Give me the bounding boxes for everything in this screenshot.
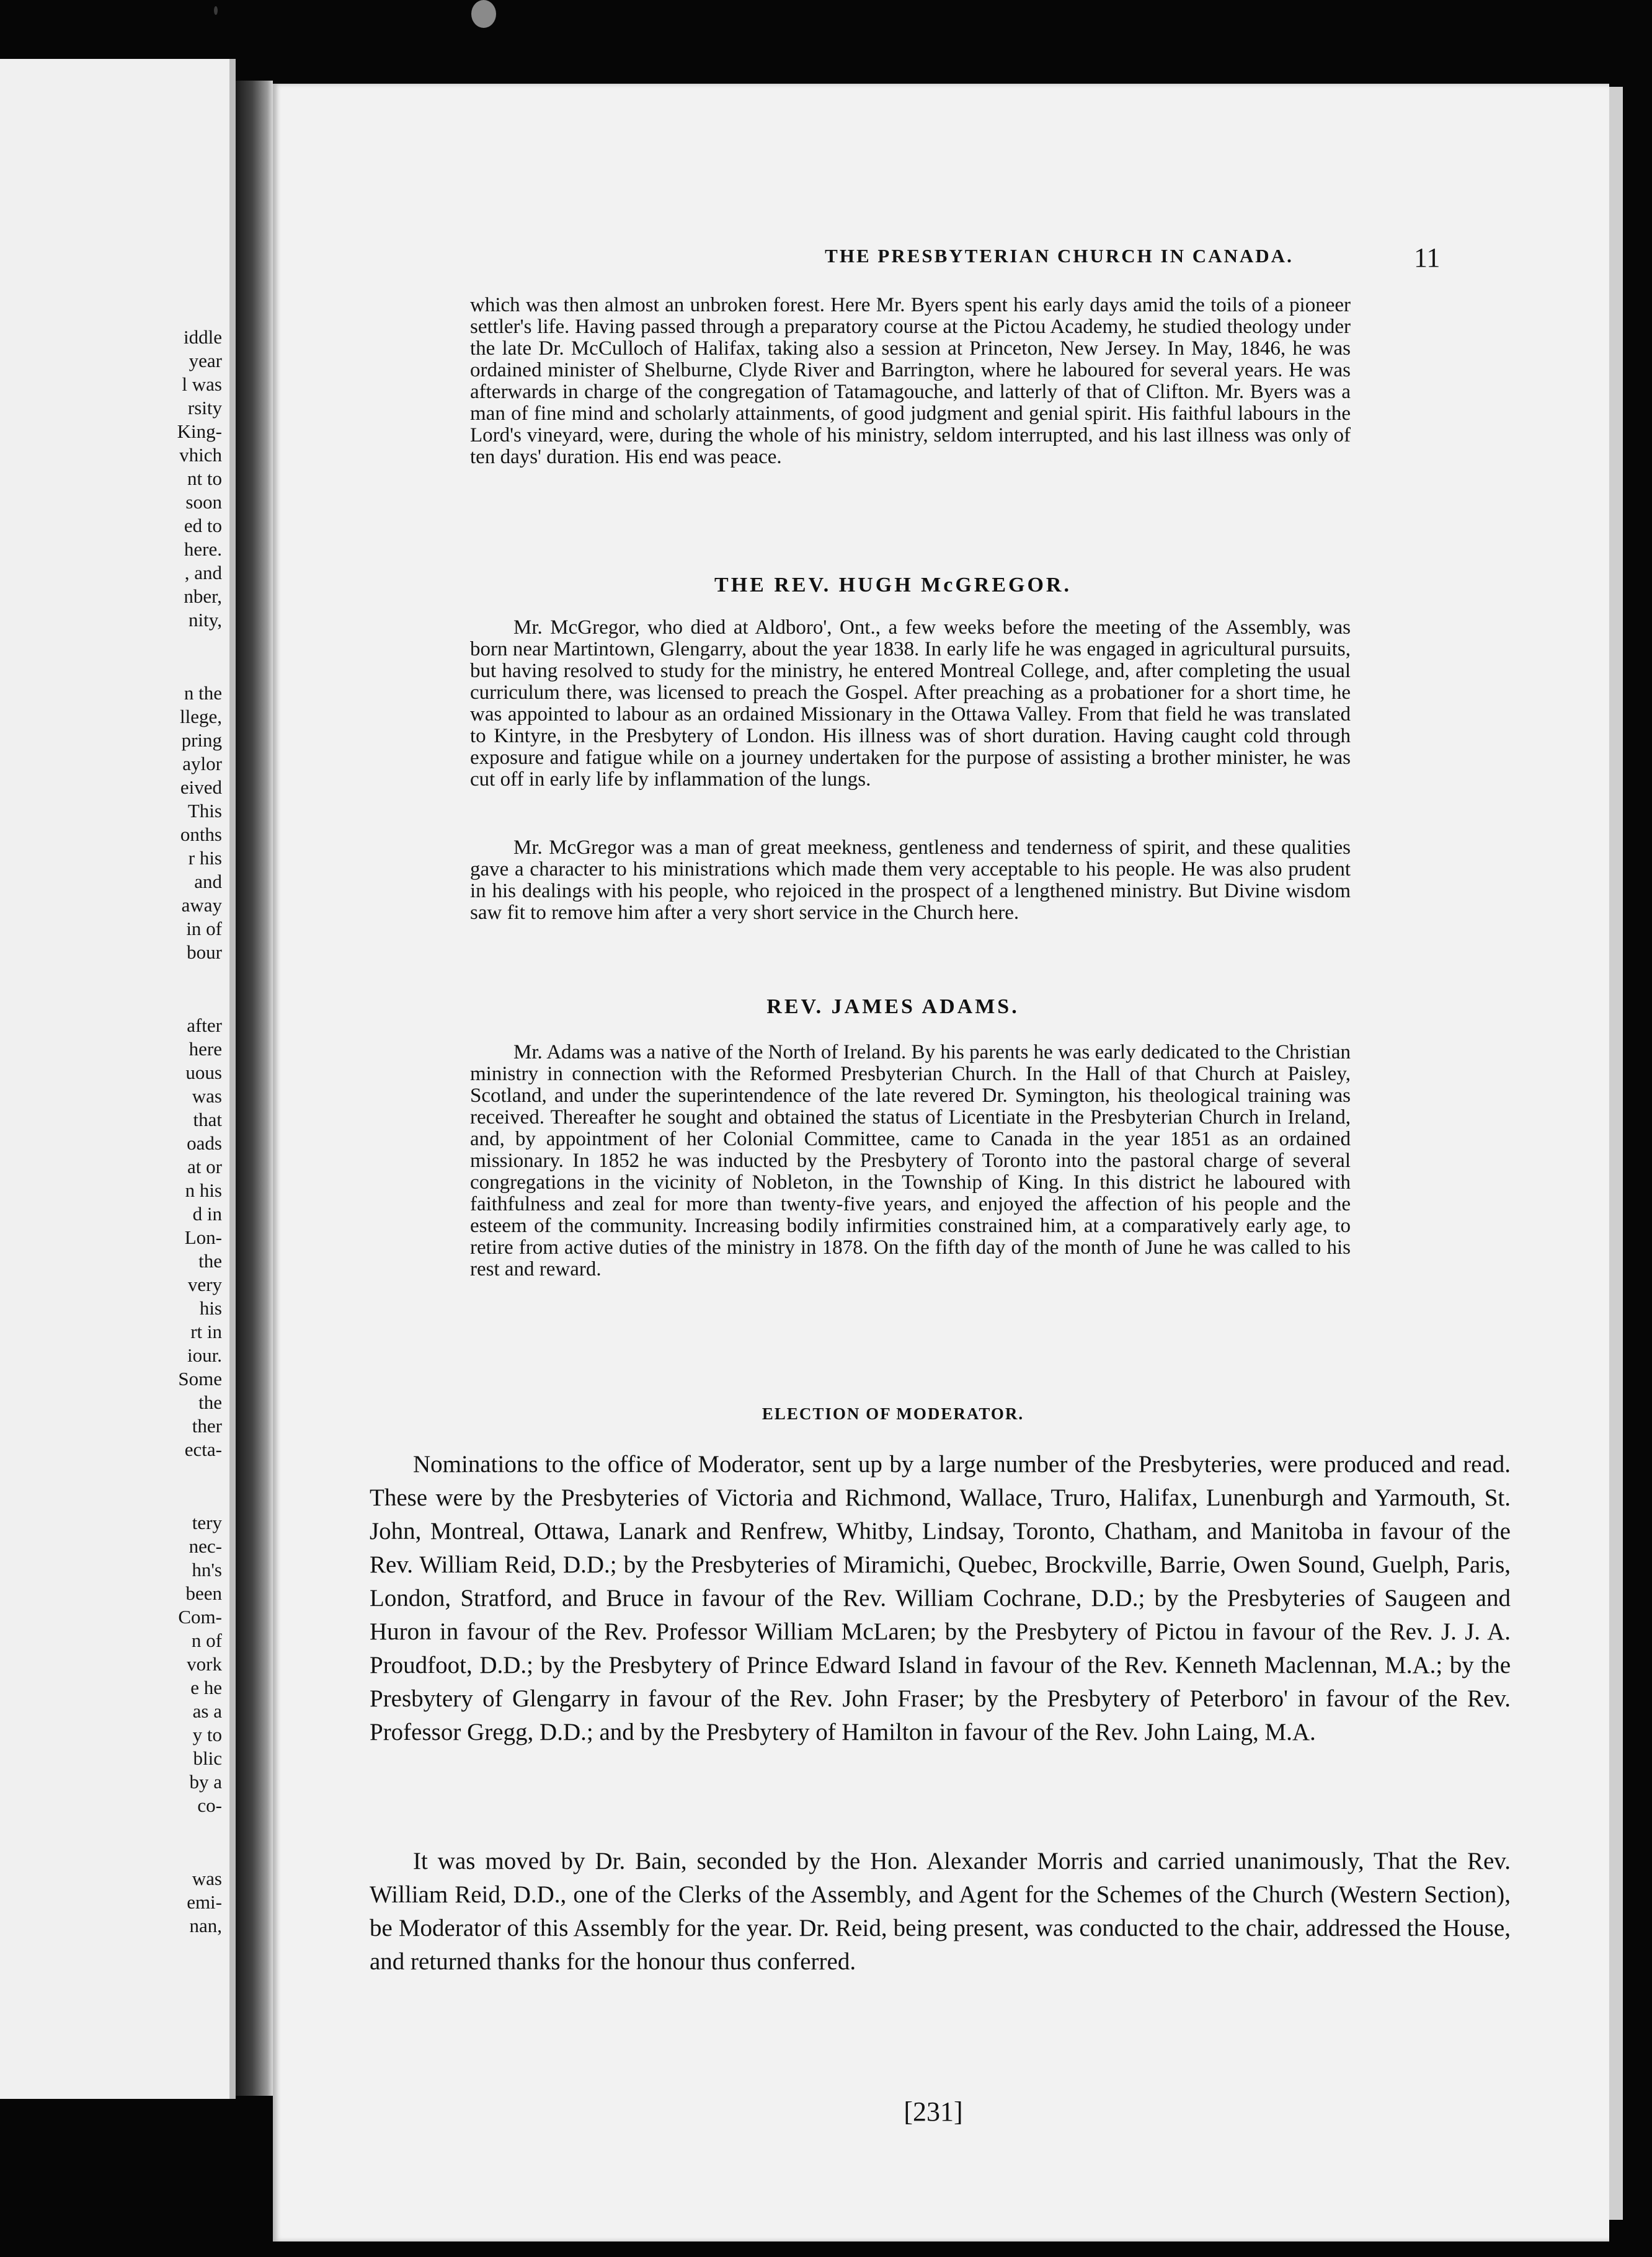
left-page-fragment: , and — [184, 562, 222, 583]
scan-speck — [214, 6, 218, 15]
left-page-fragment: n the — [184, 682, 222, 704]
mcgregor-paragraph-2: Mr. McGregor was a man of great meekness, gentleness and tenderness of spirit, and these qualities gave a character to his ministrations which made them very acceptable to his people. He was also prudent in his dealings with his people, who rejoiced in the prospect of a lengthened ministry. But Divine wisdom saw fit to remove him after a very short service in the Church here. — [470, 836, 1351, 924]
left-page-fragment: nt to — [187, 468, 222, 489]
left-page-fragment: hn's — [192, 1559, 222, 1581]
left-page-fragment: blic — [193, 1747, 222, 1769]
left-page-fragment: very — [187, 1274, 222, 1295]
left-page-fragment: here — [189, 1038, 222, 1060]
left-page-fragment: at or — [187, 1156, 222, 1177]
left-page-fragment: after — [187, 1014, 222, 1036]
left-page-fragment: vork — [187, 1653, 222, 1675]
left-page-fragment: llege, — [180, 706, 222, 727]
mcgregor-paragraph-1: Mr. McGregor, who died at Aldboro', Ont., a few weeks before the meeting of the Assembly, was born near Martintown, Glengarry, about the year 1838. In early life he was engaged in agricultural pursuits, but having resolved to study for the ministry, he entered Montreal College, and, after completing the usual curriculum there, was licensed to preach the Gospel. After preaching as a probationer for a short time, he was appointed to labour as an ordained Missionary in the Ottawa Valley. From that field he was translated to Kintyre, in the Presbytery of London. His illness was of short duration. Having caught cold through exposure and fatigue while on a journey undertaken for the purpose of assisting a brother minister, he was cut off in early life by inflammation of the lungs. — [470, 616, 1351, 791]
left-page-fragment: co- — [197, 1794, 222, 1816]
left-page-fragment: by a — [189, 1771, 222, 1793]
left-page-fragment: pring — [181, 729, 222, 751]
left-page-fragment: nan, — [189, 1915, 222, 1936]
left-page-fragment: e he — [190, 1677, 222, 1698]
left-page-fragment: was — [192, 1085, 222, 1107]
page-number: 11 — [1414, 242, 1441, 273]
left-page-fragment: his — [199, 1297, 222, 1319]
left-page-fragment: iour. — [187, 1344, 222, 1366]
left-page-fragment: as a — [192, 1700, 222, 1722]
left-page-fragment: ecta- — [184, 1439, 222, 1460]
election-paragraph-1: Nominations to the office of Moderator, sent up by a large number of the Presbyteries, were produced and read. These were by the Presbyteries of Victoria and Richmond, Wallace, Truro, Halifax, Lunenburgh and Yarmouth, St. John, Montreal, Ottawa, Lanark and Renfrew, Whitby, Lindsay, Toronto, Chatham, and Manitoba in favour of the Rev. William Reid, D.D.; by the Presbyteries of Miramichi, Quebec, Brockville, Barrie, Owen Sound, Guelph, Paris, London, Stratford, and Bruce in favour of the Rev. William Cochrane, D.D.; by the Presbyteries of Saugeen and Huron in favour of the Rev. Professor William McLaren; by the Presbytery of Pictou in favour of the Rev. J. J. A. Proudfoot, D.D.; by the Presbytery of Prince Edward Island in favour of the Rev. Kenneth Maclennan, M.A.; by the Presbytery of Glengarry in favour of the Rev. John Fraser; by the Presbytery of Peterboro' in favour of the Rev. Professor Gregg, D.D.; and by the Presbytery of Hamilton in favour of the Rev. John Laing, M.A. — [370, 1451, 1511, 1745]
left-page-fragment: ther — [192, 1415, 222, 1437]
left-page-fragment: in of — [186, 918, 222, 939]
left-page-fragment: the — [198, 1391, 222, 1413]
left-page-fragment: Lon- — [184, 1226, 222, 1248]
adams-paragraph: Mr. Adams was a native of the North of Ireland. By his parents he was early dedicated to the Christian ministry in connection with the Reformed Presbyterian Church. In the Hall of that Church at Paisley, Scotland, and under the superintendence of the late revered Dr. Symington, his theological training was received. Thereafter he sought and obtained the status of Licentiate in the Presbyterian Church in Ireland, and, by appointment of her Colonial Committee, came to Canada in the year 1851 as an ordained missionary. In 1852 he was inducted by the Presbytery of Toronto into the pastoral charge of several congregations in the vicinity of Nobleton, in the Township of King. In this district he laboured with faithfulness and zeal for more than twenty-five years, and enjoyed the affection of his people and the esteem of the community. Increasing bodily infirmities constrained him, at a comparatively early age, to retire from active duties of the ministry in 1878. On the fifth day of the month of June he was called to his rest and reward. — [470, 1041, 1351, 1280]
left-page-fragment: n his — [185, 1179, 222, 1201]
left-page-fragment: Some — [178, 1368, 222, 1390]
left-page-fragment: onths — [180, 823, 222, 845]
left-page-fragment: away — [181, 894, 222, 916]
left-page-fragment: bour — [187, 941, 222, 963]
left-page-fragment: rt in — [190, 1321, 222, 1342]
book-gutter — [236, 81, 273, 2096]
left-page-fragment: here. — [184, 538, 222, 560]
left-page-fragment: Com- — [178, 1606, 222, 1628]
left-page-fragment: aylor — [182, 753, 222, 774]
left-page-fragment: d in — [192, 1203, 222, 1225]
left-page-fragment: vhich — [179, 444, 222, 466]
page-edge — [1609, 87, 1623, 2220]
left-page-fragment: King- — [177, 420, 222, 442]
left-page-fragment: uous — [185, 1062, 222, 1083]
byers-continuation-paragraph: which was then almost an unbroken forest. Here Mr. Byers spent his early days amid the toils of a pioneer settler's life. Having passed through a preparatory course at the Pictou Academy, he studied theology under the late Dr. McCulloch of Halifax, taking also a session at Princeton, New Jersey. In May, 1846, he was ordained minister of Shelburne, Clyde River and Barrington, where he laboured for several years. He was afterwards in charge of the congregation of Tatamagouche, and latterly of that of Clifton. Mr. Byers was a man of fine mind and scholarly attainments, of good judgment and genial spirit. His faithful labours in the Lord's vineyard, were, during the whole of his ministry, seldom interrupted, and his last illness was only of ten days' duration. His end was peace. — [470, 294, 1351, 468]
left-page-fragment: emi- — [187, 1891, 222, 1913]
right-page — [273, 84, 1609, 2241]
left-page-fragment: year — [189, 350, 222, 371]
left-page-fragment: soon — [185, 491, 222, 513]
left-page-fragment: oads — [187, 1132, 222, 1154]
left-page-fragment: eived — [180, 776, 222, 798]
election-paragraph-2: It was moved by Dr. Bain, seconded by the Hon. Alexander Morris and carried unanimously, That the Rev. William Reid, D.D., one of the Clerks of the Assembly, and Agent for the Schemes of the Church (Western Section), be Moderator of this Assembly for the year. Dr. Reid, being present, was conducted to the chair, addressed the House, and returned thanks for the honour thus conferred. — [370, 1848, 1511, 1975]
left-facing-page — [0, 59, 236, 2099]
left-page-fragment: nber, — [184, 585, 222, 607]
left-page-fragment: n of — [191, 1630, 222, 1651]
mcgregor-heading: THE REV. HUGH McGREGOR. — [714, 574, 1072, 596]
left-page-fragment: ed to — [184, 515, 222, 536]
left-page-fragment: tery — [192, 1512, 222, 1533]
scan-blot — [471, 0, 496, 28]
election-heading: ELECTION OF MODERATOR. — [762, 1404, 1024, 1423]
left-page-fragment: r his — [188, 847, 222, 869]
left-page-fragment: iddle — [184, 326, 222, 348]
folio-number: [231] — [904, 2096, 963, 2127]
running-title: THE PRESBYTERIAN CHURCH IN CANADA. — [825, 245, 1294, 267]
left-page-fragment: nec- — [189, 1535, 222, 1557]
adams-heading: REV. JAMES ADAMS. — [766, 995, 1019, 1018]
left-page-fragment: that — [193, 1109, 222, 1130]
left-page-fragment: l was — [182, 373, 222, 395]
left-page-fragment: nity, — [189, 609, 222, 631]
left-page-fragment: the — [198, 1250, 222, 1272]
left-page-fragment: y to — [192, 1724, 222, 1745]
left-page-fragment: This — [187, 800, 222, 822]
left-page-fragment: been — [185, 1582, 222, 1604]
left-page-fragment: rsity — [187, 397, 222, 419]
left-page-fragment: was — [192, 1868, 222, 1889]
left-page-fragment: and — [194, 871, 222, 892]
